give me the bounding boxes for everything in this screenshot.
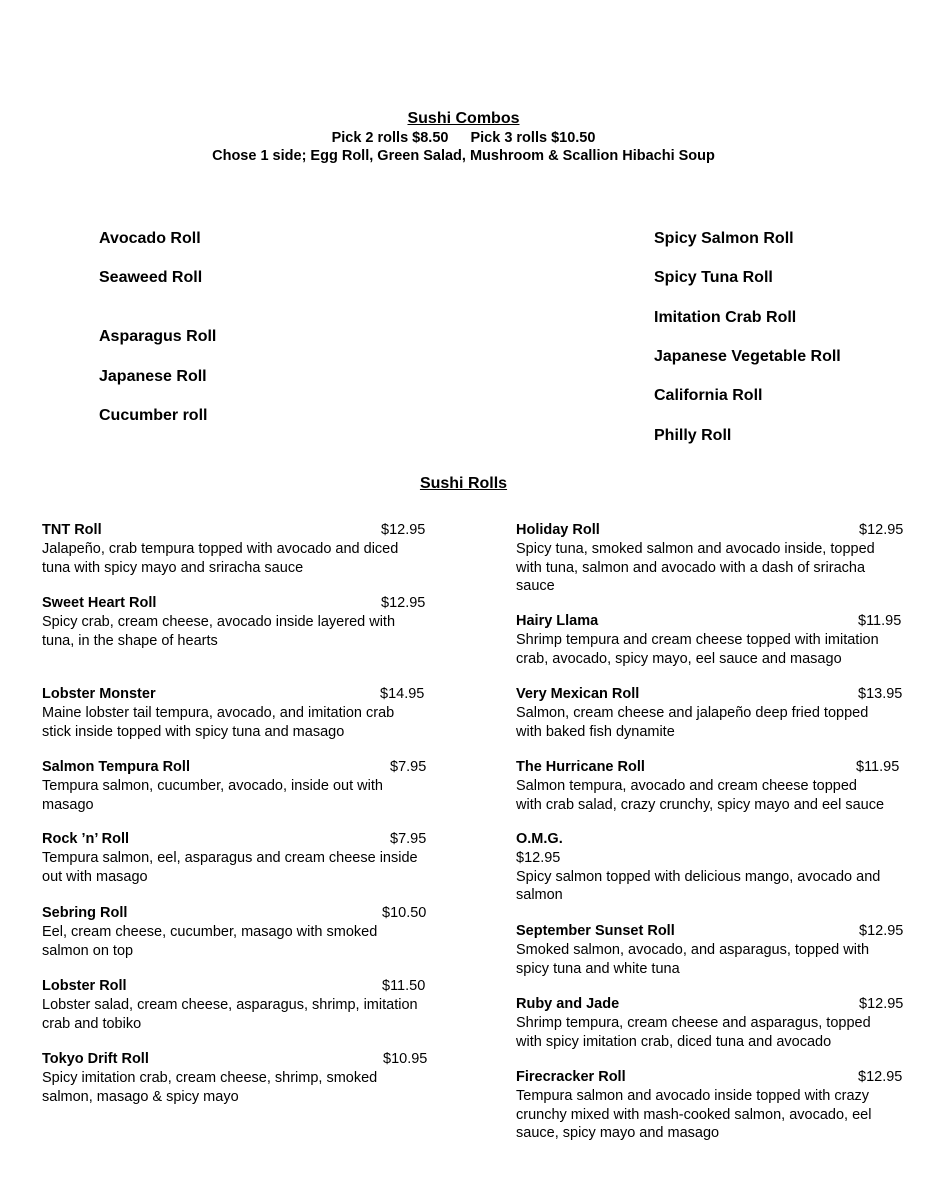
item-description: Spicy tuna, smoked salmon and avocado inside, topped with tuna, salmon and avocado with a dash of sriracha sauce: [516, 541, 875, 595]
item-name: Firecracker Roll: [516, 1069, 626, 1085]
item-name: Tokyo Drift Roll: [42, 1051, 149, 1067]
item-name: The Hurricane Roll: [516, 759, 645, 775]
pick-2-price: Pick 2 rolls $8.50: [331, 130, 449, 146]
item-name: September Sunset Roll: [516, 923, 675, 939]
item-description: Lobster salad, cream cheese, asparagus, shrimp, imitation crab and tobiko: [42, 997, 418, 1032]
item-name: Sweet Heart Roll: [42, 595, 157, 611]
item-description: Spicy imitation crab, cream cheese, shrimp, smoked salmon, masago & spicy mayo: [42, 1070, 378, 1105]
combo-item: Spicy Tuna Roll: [654, 269, 773, 286]
item-name: Holiday Roll: [516, 522, 600, 538]
rolls-title: Sushi Rolls: [419, 475, 508, 492]
combo-item: Imitation Crab Roll: [654, 309, 797, 326]
item-price: $12.95: [859, 996, 904, 1012]
combos-pricing: [0, 130, 927, 146]
item-description: Spicy crab, cream cheese, avocado inside layered with tuna, in the shape of hearts: [42, 614, 396, 649]
combo-item: Japanese Roll: [99, 368, 207, 385]
item-price: $11.50: [382, 978, 426, 994]
item-name: TNT Roll: [42, 522, 102, 538]
item-price: $12.95: [381, 522, 426, 538]
item-description: Salmon tempura, avocado and cream cheese topped with crab salad, crazy crunchy, spicy mayo and eel sauce: [516, 778, 885, 813]
combos-title: Sushi Combos: [407, 110, 520, 127]
item-description: Jalapeño, crab tempura topped with avocado and diced tuna with spicy mayo and sriracha sauce: [42, 541, 399, 576]
item-price: $10.50: [382, 905, 427, 921]
pick-3-price: Pick 3 rolls $10.50: [470, 130, 596, 146]
item-price: $11.95: [856, 759, 900, 775]
item-name: Very Mexican Roll: [516, 686, 640, 702]
combo-item: Asparagus Roll: [99, 328, 217, 345]
item-name: Ruby and Jade: [516, 996, 620, 1012]
item-price: $13.95: [858, 686, 903, 702]
combo-item: Japanese Vegetable Roll: [654, 348, 841, 365]
item-description: Tempura salmon and avocado inside topped with crazy crunchy mixed with mash-cooked salmon, avocado, eel sauce, spicy mayo and masago: [516, 1088, 872, 1142]
item-description: Salmon, cream cheese and jalapeño deep fried topped with baked fish dynamite: [516, 705, 869, 740]
item-description: Tempura salmon, eel, asparagus and cream cheese inside out with masago: [42, 850, 418, 885]
item-description: Eel, cream cheese, cucumber, masago with smoked salmon on top: [42, 924, 378, 959]
item-name: Sebring Roll: [42, 905, 128, 921]
combo-item: Seaweed Roll: [99, 269, 203, 286]
item-name: O.M.G.: [516, 831, 563, 847]
item-price: $12.95: [859, 522, 904, 538]
item-name: Hairy Llama: [516, 613, 599, 629]
item-price: $10.95: [383, 1051, 428, 1067]
item-description: Smoked salmon, avocado, and asparagus, topped with spicy tuna and white tuna: [516, 942, 870, 977]
item-price: $11.95: [858, 613, 902, 629]
item-description: Shrimp tempura, cream cheese and asparagus, topped with spicy imitation crab, diced tuna and avocado: [516, 1015, 871, 1050]
item-description: Shrimp tempura and cream cheese topped with imitation crab, avocado, spicy mayo, eel sauce and masago: [516, 632, 879, 667]
item-price: $12.95: [858, 1069, 903, 1085]
item-price: $7.95: [390, 759, 427, 775]
item-name: Salmon Tempura Roll: [42, 759, 190, 775]
item-price: $7.95: [390, 831, 427, 847]
item-price: $12.95: [859, 923, 904, 939]
item-description: Tempura salmon, cucumber, avocado, inside out with masago: [42, 778, 383, 813]
item-price: $14.95: [380, 686, 425, 702]
combo-item: Avocado Roll: [99, 230, 201, 247]
combo-item: Spicy Salmon Roll: [654, 230, 794, 247]
combo-item: California Roll: [654, 387, 763, 404]
item-description: Maine lobster tail tempura, avocado, and imitation crab stick inside topped with spicy tuna and masago: [42, 705, 395, 740]
combos-sides: Chose 1 side; Egg Roll, Green Salad, Mushroom & Scallion Hibachi Soup: [212, 148, 715, 164]
item-name: Lobster Roll: [42, 978, 127, 994]
combo-item: Cucumber roll: [99, 407, 208, 424]
combo-item: Philly Roll: [654, 427, 732, 444]
item-name: Lobster Monster: [42, 686, 156, 702]
item-name: Rock ’n’ Roll: [42, 831, 130, 847]
item-price: $12.95: [381, 595, 426, 611]
item-description: $12.95 Spicy salmon topped with delicious mango, avocado and salmon: [516, 850, 881, 904]
